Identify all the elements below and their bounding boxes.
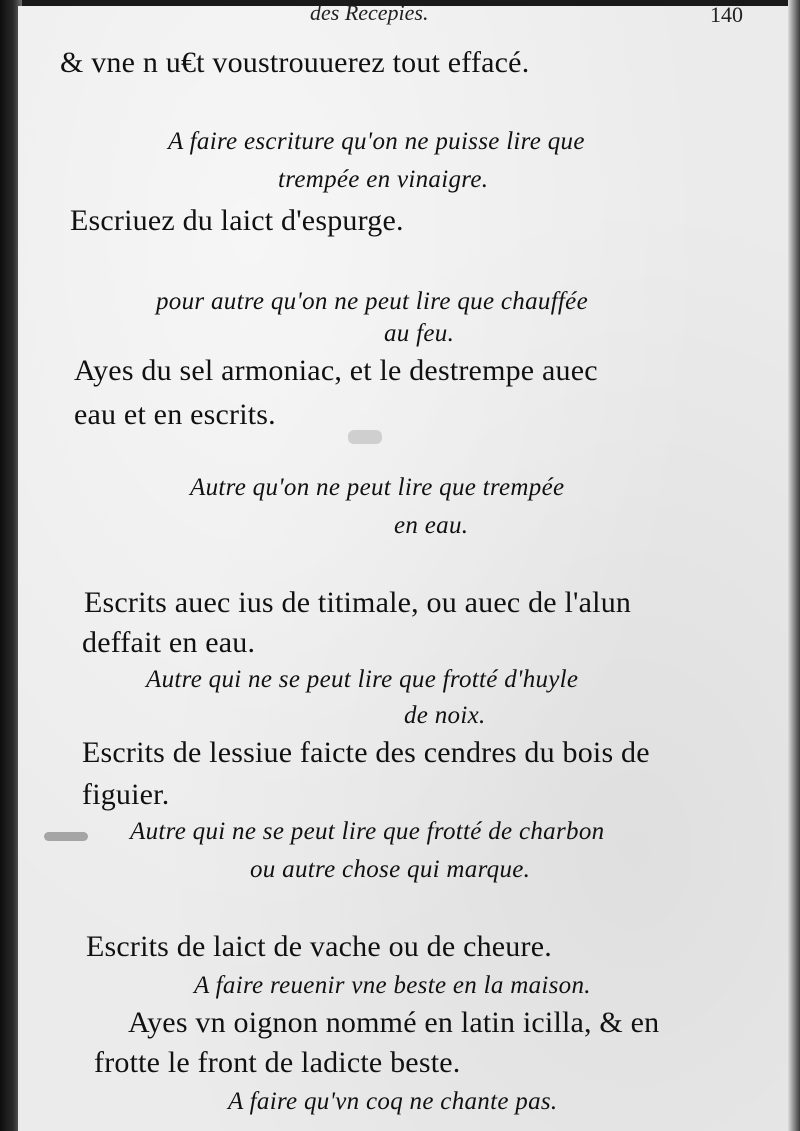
- recipe-heading: Autre qui ne se peut lire que frotté d'huyle: [146, 666, 579, 693]
- text-line: Escriuez du laict d'espurge.: [70, 204, 404, 237]
- page-edge: [788, 0, 800, 1131]
- text-line: Escrits de laict de vache ou de cheure.: [86, 930, 552, 963]
- recipe-heading: A faire qu'vn coq ne chante pas.: [228, 1088, 558, 1115]
- text-line: eau et en escrits.: [74, 398, 276, 431]
- recipe-heading: Autre qui ne se peut lire que frotté de charbon: [130, 818, 605, 845]
- recipe-heading: Autre qu'on ne peut lire que trempée: [190, 474, 565, 501]
- page-number: 140: [710, 6, 743, 27]
- recipe-heading: en eau.: [394, 512, 469, 539]
- recipe-heading: pour autre qu'on ne peut lire que chauffée: [156, 288, 588, 315]
- recipe-heading: A faire reuenir vne beste en la maison.: [194, 972, 591, 999]
- ink-smudge: [348, 430, 382, 444]
- running-header: des Recepies.: [310, 6, 429, 25]
- recipe-heading: de noix.: [404, 702, 486, 729]
- text-line: frotte le front de ladicte beste.: [94, 1046, 461, 1079]
- text-line: Ayes du sel armoniac, et le destrempe auec: [74, 354, 598, 387]
- text-line: figuier.: [82, 778, 170, 811]
- text-line: & vne n u€t voustrouuerez tout effacé.: [60, 46, 530, 79]
- recipe-heading: ou autre chose qui marque.: [250, 856, 531, 883]
- book-page: [18, 6, 788, 1131]
- text-line: Escrits de lessiue faicte des cendres du bois de: [82, 736, 650, 769]
- recipe-heading: A faire escriture qu'on ne puisse lire que: [168, 128, 585, 155]
- text-line: Escrits auec ius de titimale, ou auec de l'alun: [84, 586, 632, 619]
- recipe-heading: trempée en vinaigre.: [278, 166, 489, 193]
- recipe-heading: au feu.: [384, 320, 455, 347]
- ink-smudge: [44, 832, 88, 841]
- text-line: deffait en eau.: [82, 626, 256, 659]
- text-line: Ayes vn oignon nommé en latin icilla, & en: [128, 1006, 660, 1039]
